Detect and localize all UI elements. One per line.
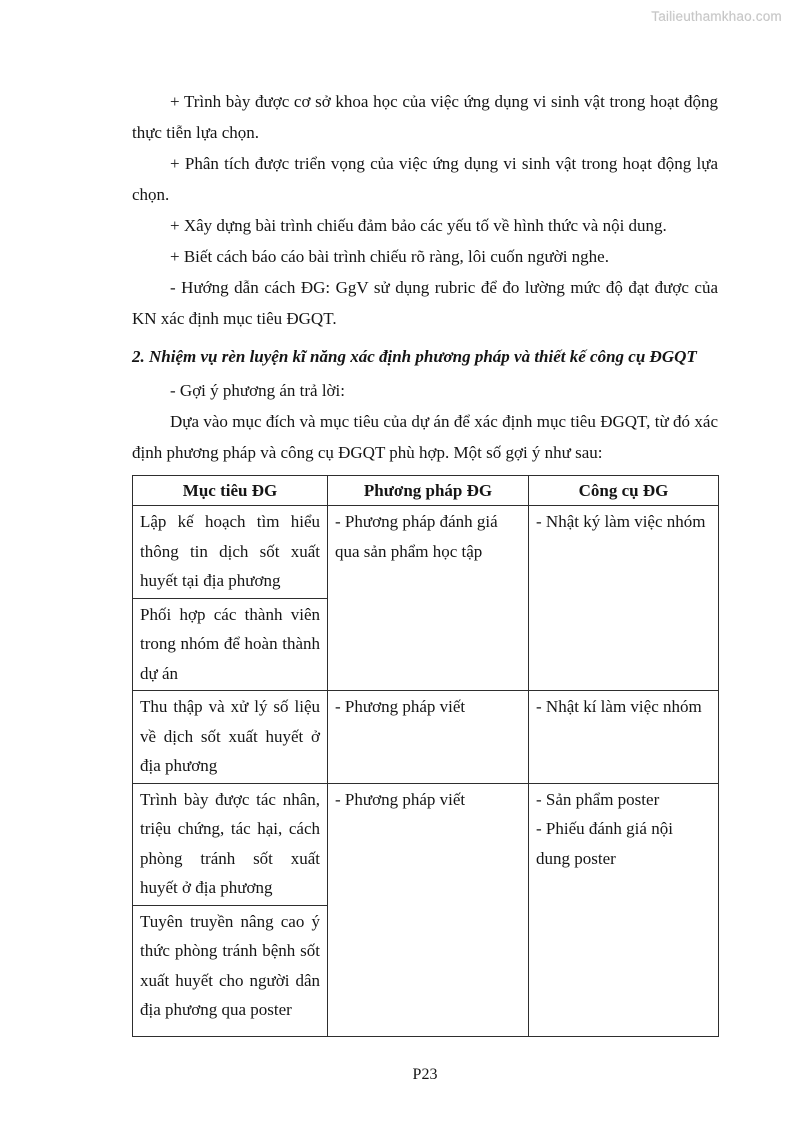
tool-line: - Phiếu đánh giá nội dung poster	[536, 819, 673, 868]
tool-cell: - Nhật ký làm việc nhóm	[529, 506, 719, 691]
table-row	[133, 783, 719, 905]
table-row	[133, 691, 719, 784]
header-cell-objective: Mục tiêu ĐG	[133, 476, 328, 506]
tool-line: - Sản phẩm poster	[536, 789, 660, 809]
objective-cell: Trình bày được tác nhân, triệu chứng, tác hại, cách phòng tránh sốt xuất huyết ở địa phương	[133, 783, 328, 905]
objective-cell: Thu thập và xử lý số liệu về dịch sốt xuất huyết ở địa phương	[133, 691, 328, 784]
paragraph-objective-1: + Trình bày được cơ sở khoa học của việc ứng dụng vi sinh vật trong hoạt động thực tiễn lựa chọn.	[132, 92, 718, 142]
tool-cell: - Nhật kí làm việc nhóm	[529, 691, 719, 784]
assessment-table	[132, 475, 719, 1037]
page-content	[132, 86, 718, 1084]
table-header-row	[133, 476, 719, 506]
method-cell: - Phương pháp viết	[328, 691, 529, 784]
paragraph-suggestion-label: - Gợi ý phương án trả lời:	[170, 381, 345, 400]
objective-cell: Tuyên truyền nâng cao ý thức phòng tránh bệnh sốt xuất huyết cho người dân địa phương qua poster	[133, 905, 328, 1036]
paragraph-objective-3: + Xây dựng bài trình chiếu đảm bảo các yếu tố về hình thức và nội dung.	[170, 216, 667, 235]
paragraph-suggestion-intro: Dựa vào mục đích và mục tiêu của dự án để xác định mục tiêu ĐGQT, từ đó xác định phương pháp và công cụ ĐGQT phù hợp. Một số gợi ý như sau:	[132, 412, 718, 462]
method-cell: - Phương pháp viết	[328, 783, 529, 1036]
objective-cell: Phối hợp các thành viên trong nhóm để hoàn thành dự án	[133, 598, 328, 691]
header-cell-tool: Công cụ ĐG	[529, 476, 719, 506]
tool-cell	[529, 783, 719, 1036]
page-number: P23	[412, 1065, 438, 1083]
paragraph-objective-4: + Biết cách báo cáo bài trình chiếu rõ ràng, lôi cuốn người nghe.	[170, 247, 609, 266]
paragraph-guidance: - Hướng dẫn cách ĐG: GgV sử dụng rubric để đo lường mức độ đạt được của KN xác định mục tiêu ĐGQT.	[132, 278, 718, 328]
watermark: Tailieuthamkhao.com	[651, 9, 782, 24]
section-heading: 2. Nhiệm vụ rèn luyện kĩ năng xác định phương pháp và thiết kế công cụ ĐGQT	[132, 347, 697, 366]
objective-cell: Lập kế hoạch tìm hiểu thông tin dịch sốt xuất huyết tại địa phương	[133, 506, 328, 599]
header-cell-method: Phương pháp ĐG	[328, 476, 529, 506]
table-row	[133, 506, 719, 599]
method-cell: - Phương pháp đánh giá qua sản phẩm học tập	[328, 506, 529, 691]
paragraph-objective-2: + Phân tích được triển vọng của việc ứng dụng vi sinh vật trong hoạt động lựa chọn.	[132, 154, 718, 204]
